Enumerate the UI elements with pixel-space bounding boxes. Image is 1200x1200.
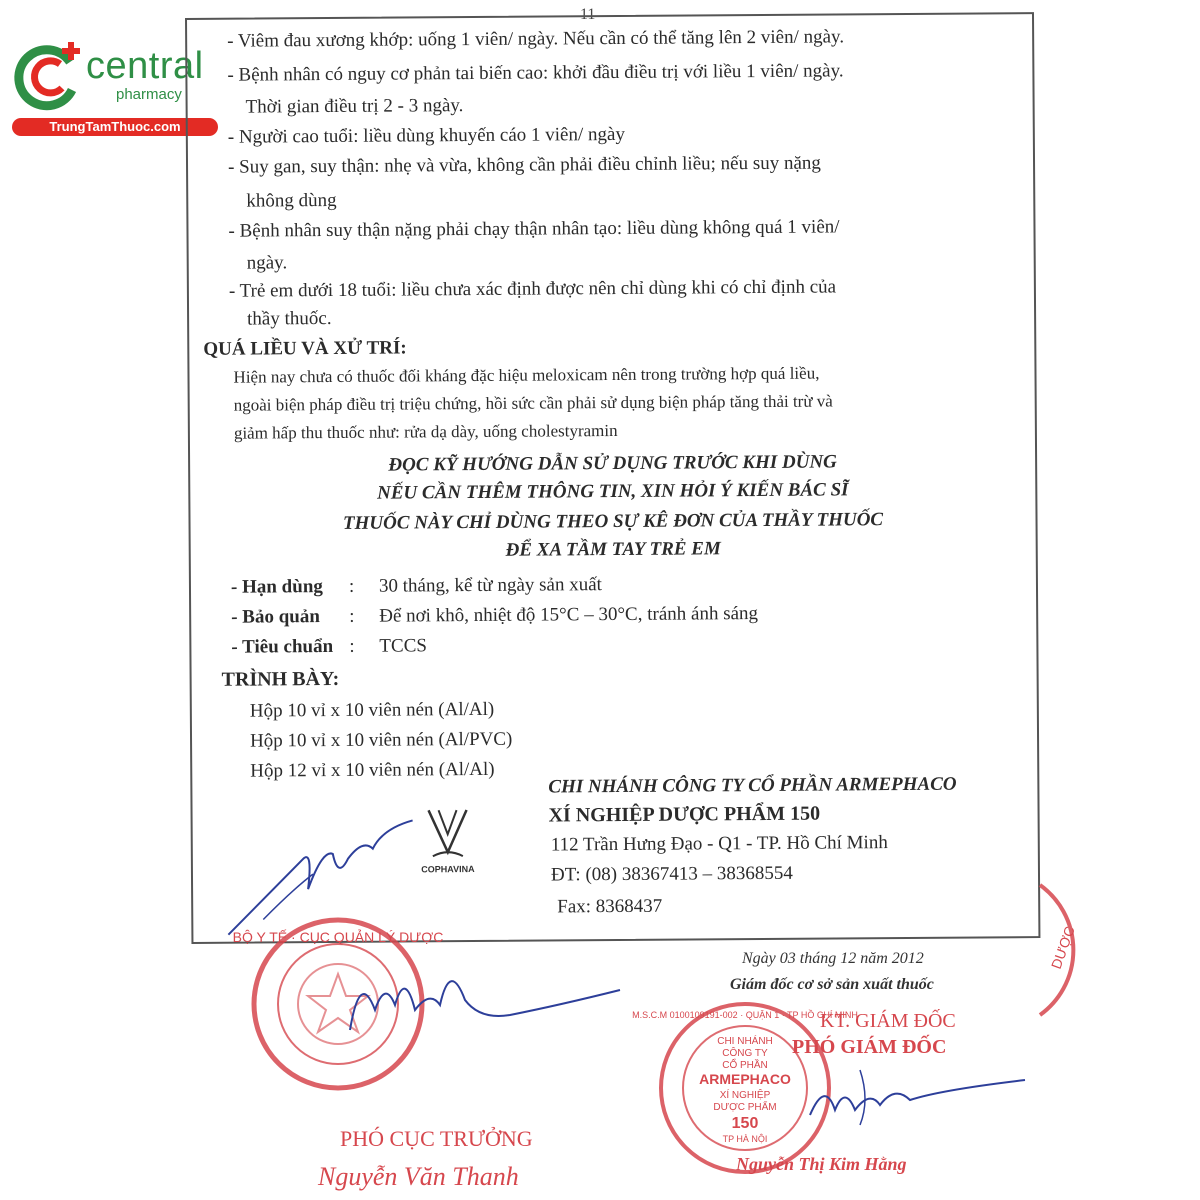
right-stamp-line: CHI NHÁNH	[717, 1036, 773, 1047]
company-fax: Fax: 8368437	[557, 895, 663, 918]
cophavina-label: COPHAVINA	[421, 863, 475, 875]
right-stamp-line: TP HÀ NỘI	[722, 1134, 768, 1144]
dosage-line: không dùng	[246, 189, 337, 212]
company-branch: CHI NHÁNH CÔNG TY CỔ PHẦN ARMEPHACO	[548, 773, 957, 798]
dosage-line: - Viêm đau xương khớp: uống 1 viên/ ngày. Nếu cần có thể tăng lên 2 viên/ ngày.	[227, 26, 845, 52]
signoff-signer: Nguyễn Thị Kim Hằng	[736, 1154, 907, 1174]
dosage-line: - Suy gan, suy thận: nhẹ và vừa, không cần phải điều chỉnh liều; nếu suy nặng	[227, 152, 821, 178]
page-number: 11	[580, 6, 596, 23]
dosage-line: - Trẻ em dưới 18 tuổi: liều chưa xác định được nên chỉ dùng khi có chỉ định của	[228, 276, 837, 302]
spec-value: TCCS	[379, 635, 427, 657]
partial-stamp-icon	[1030, 880, 1090, 1020]
left-signer: Nguyễn Văn Thanh	[318, 1162, 519, 1191]
logo-site-link[interactable]: TrungTamThuoc.com	[12, 118, 218, 136]
overdose-line: giảm hấp thu thuốc như: rửa dạ dày, uống cholestyramin	[233, 420, 618, 443]
signoff-pgd: PHÓ GIÁM ĐỐC	[792, 1036, 947, 1058]
spec-key: - Bảo quản	[231, 606, 320, 628]
overdose-line: ngoài biện pháp điều trị triệu chứng, hồi sức cần phải sử dụng biện pháp tăng thải trừ và	[233, 391, 833, 415]
left-title: PHÓ CỤC TRƯỞNG	[340, 1126, 533, 1151]
overdose-heading: QUÁ LIỀU VÀ XỬ TRÍ:	[203, 337, 407, 360]
cophavina-logo-icon	[425, 808, 471, 860]
logo-brand: central	[86, 45, 204, 87]
dosage-line: - Bệnh nhân suy thận nặng phải chạy thận nhân tạo: liều dùng không quá 1 viên/	[228, 216, 840, 242]
spec-value: 30 tháng, kể từ ngày sản xuất	[378, 574, 602, 597]
spec-value: Để nơi khô, nhiệt độ 15°C – 30°C, tránh ánh sáng	[379, 603, 759, 627]
signoff-date: Ngày 03 tháng 12 năm 2012	[742, 950, 924, 967]
dosage-line: - Người cao tuổi: liều dùng khuyến cáo 1 viên/ ngày	[227, 123, 625, 148]
spec-row: - Bảo quản : Để nơi khô, nhiệt độ 15°C – 30°C, tránh ánh sáng	[231, 603, 759, 628]
right-stamp-line: CÔNG TY	[722, 1048, 768, 1059]
document-box	[185, 12, 1040, 944]
dosage-line: Thời gian điều trị 2 - 3 ngày.	[245, 95, 464, 118]
partial-stamp-text: DƯỢC	[1047, 924, 1078, 972]
spec-key: - Hạn dùng	[230, 576, 323, 598]
warning-line: THUỐC NÀY CHỈ DÙNG THEO SỰ KÊ ĐƠN CỦA THẦY THUỐC	[342, 509, 884, 534]
right-stamp-ring-text: M.S.C.M 0100109191-002 · QUẬN 1 · TP HỒ CHÍ MINH	[632, 1010, 858, 1020]
dosage-line: thầy thuốc.	[247, 307, 332, 330]
warning-line: NẾU CẦN THÊM THÔNG TIN, XIN HỎI Ý KIẾN BÁC SĨ	[377, 479, 849, 504]
presentation-item: Hộp 10 vỉ x 10 viên nén (Al/PVC)	[249, 728, 513, 752]
signoff-kt: KT. GIÁM ĐỐC	[820, 1010, 956, 1032]
company-phone: ĐT: (08) 38367413 – 38368554	[550, 862, 793, 886]
logo-mark-icon	[10, 40, 86, 116]
spec-key: - Tiêu chuẩn	[231, 635, 334, 658]
presentation-heading: TRÌNH BÀY:	[221, 667, 340, 691]
spec-row: - Tiêu chuẩn : TCCS	[231, 635, 427, 658]
right-signature-icon	[800, 1060, 1030, 1130]
right-stamp-line: DƯỢC PHẨM	[713, 1102, 777, 1113]
logo-subtitle: pharmacy	[116, 86, 182, 103]
signoff-role: Giám đốc cơ sở sản xuất thuốc	[730, 976, 934, 993]
overdose-line: Hiện nay chưa có thuốc đối kháng đặc hiệu meloxicam nên trong trường hợp quá liều,	[233, 363, 820, 387]
warning-line: ĐỌC KỸ HƯỚNG DẪN SỬ DỤNG TRƯỚC KHI DÙNG	[388, 451, 837, 476]
spec-row: - Hạn dùng : 30 tháng, kể từ ngày sản xuất	[230, 574, 602, 598]
presentation-item: Hộp 12 vỉ x 10 viên nén (Al/Al)	[250, 758, 495, 782]
company-name: XÍ NGHIỆP DƯỢC PHẨM 150	[548, 802, 821, 827]
dosage-line: - Bệnh nhân có nguy cơ phản tai biến cao: khởi đầu điều trị với liều 1 viên/ ngày.	[227, 60, 844, 86]
right-stamp-line: XÍ NGHIỆP	[719, 1090, 771, 1101]
company-address: 112 Trần Hưng Đạo - Q1 - TP. Hồ Chí Minh	[550, 832, 888, 856]
dosage-line: ngày.	[246, 252, 288, 274]
left-stamp-ring-text: BỘ Y TẾ · CỤC QUẢN LÝ DƯỢC	[232, 929, 444, 945]
right-stamp-line: CỔ PHẦN	[722, 1060, 768, 1071]
left-signature-icon	[330, 950, 630, 1040]
right-stamp-line: 150	[731, 1115, 759, 1132]
right-stamp-line: ARMEPHACO	[699, 1071, 791, 1087]
presentation-item: Hộp 10 vỉ x 10 viên nén (Al/Al)	[249, 698, 495, 722]
warning-line: ĐỂ XA TẦM TAY TRẺ EM	[505, 538, 721, 561]
